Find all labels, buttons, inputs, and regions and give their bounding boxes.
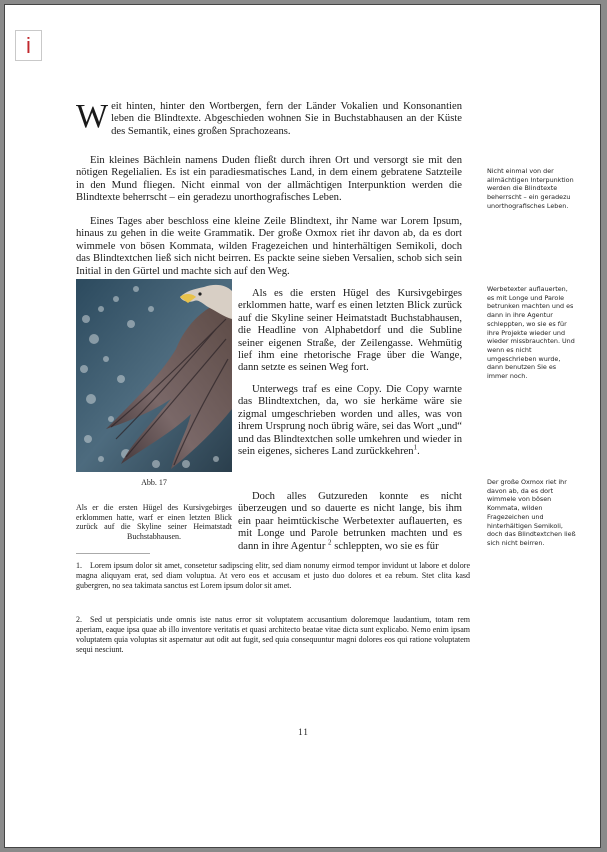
- footnote: [76, 561, 470, 591]
- paragraph-intro: [76, 98, 462, 138]
- footnote-ref-1[interactable]: 1: [413, 443, 418, 452]
- figure-caption: Als er die ersten Hügel des Kursivgebirges erklommen hatte, warf er einen letzten Blick zurück auf die Skyline seiner Heimatstadt Buchstabhausen.: [76, 503, 232, 541]
- paragraph-5: [238, 384, 462, 458]
- footnote-number: 2.: [76, 615, 82, 624]
- drop-cap: W: [76, 98, 109, 135]
- document-page: [4, 4, 601, 848]
- footnote-text: Lorem ipsum dolor sit amet, consetetur sadipscing elitr, sed diam nonumy eirmod tempor invidunt ut labore et dolore magna aliquyam erat, sed diam voluptua. At vero eos et accusam et justo duo dolores et ea rebum. Stet clita kasd gubergren, no sea takimata sanctus est Lorem ipsum dolor sit amet.: [76, 561, 470, 591]
- footnote-divider: [76, 553, 150, 554]
- sidenote: Werbetexter auflauerten, es mit Longe und Parole betrunken machten und es dann in ihre Agentur schleppten, wo sie es für ihre Projekte wieder und wieder missbrauchten. Und wenn es nicht umgeschrieben wurde, dann benutzen Sie es immer noch.: [487, 285, 575, 381]
- footnote-number: 1.: [76, 561, 82, 570]
- sidenote: Der große Oxmox riet ihr davon ab, da es dort wimmele von bösen Kommata, wilden Fragezeichen und hinterhältigen Semikoli, doch das Blindtextchen ließ sich nicht beirren.: [487, 478, 576, 547]
- paragraph-intro-text: eit hinten, hinter den Wortbergen, fern der Länder Vokalien und Konsonantien leben die Blindtexte. Abgeschieden wohnen Sie in Buchstabhausen an der Küste des Semantik, eines großen Sprachozeans.: [111, 101, 462, 137]
- page-number: 11: [298, 727, 309, 737]
- paragraph-3: Eines Tages aber beschloss eine kleine Zeile Blindtext, ihr Name war Lorem Ipsum, hinaus zu gehen in die weite Grammatik. Der große Oxmox riet ihr davon ab, da es dort wimmele von bösen Kommata, wilden Fragezeichen und hinterhältigen Semikoli, doch das Blindtextchen ließ sich nicht beirren. Es packte seine sieben Versalien, schob sich sein Initial in den Gürtel und machte sich auf den Weg.: [76, 216, 462, 277]
- footnote-ref-2[interactable]: 2: [328, 538, 332, 547]
- paragraph-6: [238, 491, 462, 553]
- eagle-photo: [76, 279, 232, 472]
- sidenote: Nicht einmal von der allmächtigen Interpunktion werden die Blindtexte beherrscht – ein geradezu unorthografisches Leben.: [487, 167, 574, 210]
- paragraph-6-end: schleppten, wo sie es für: [331, 540, 439, 552]
- paragraph-5-end: .: [417, 446, 420, 458]
- logo: [15, 30, 42, 61]
- footnote-text: Sed ut perspiciatis unde omnis iste natus error sit voluptatem accusantium doloremque laudantium, totam rem aperiam, eaque ipsa quae ab illo inventore veritatis et quasi architecto beatae vitae dicta sunt explicabo. Nemo enim ipsam voluptatem quia voluptas sit aspernatur aut odit aut fugit, sed quia consequuntur magni dolores eos qui ratione voluptatem sequi nesciunt.: [76, 615, 470, 655]
- paragraph-5-text: Unterwegs traf es eine Copy. Die Copy warnte das Blindtextchen, da, wo sie herkäme wäre sie zigmal umgeschrieben worden und alles, was von ihrem Ursprung noch übrig wäre, sei das Wort „und“ und das Blindtextchen solle umkehren und wieder in sein eigenes, sicheres Land zurückkehren: [238, 384, 463, 458]
- logo-glyph: i: [26, 32, 31, 58]
- footnote: [76, 615, 470, 655]
- paragraph-6-text: Doch alles Gutzureden konnte es nicht überzeugen und so dauerte es nicht lange, bis ihm ein paar heimtückische Werbetexter auflauerten, es mit Longe und Parole betrunken machten und es dann in ihre Agentur: [238, 491, 462, 552]
- figure-label: Abb. 17: [141, 478, 167, 487]
- paragraph-4: Als es die ersten Hügel des Kursivgebirges erklommen hatte, warf es einen letzten Blick zurück auf die Skyline seiner Heimatstadt Buchstabhausen, die Headline von Alphabetdorf und die Subline seiner eigenen Straße, der Zeilengasse. Wehmütig lief ihm eine rhetorische Frage über die Wange, dann setzte es seinen Weg fort.: [238, 288, 462, 374]
- paragraph-2: Ein kleines Bächlein namens Duden fließt durch ihren Ort und versorgt sie mit den nötigen Regelialien. Es ist ein paradiesmatisches Land, in dem einem gebratene Satzteile in den Mund fliegen. Nicht einmal von der allmächtigen Interpunktion werden die Blindtexte beherrscht – ein geradezu unorthografisches Leben.: [76, 155, 462, 204]
